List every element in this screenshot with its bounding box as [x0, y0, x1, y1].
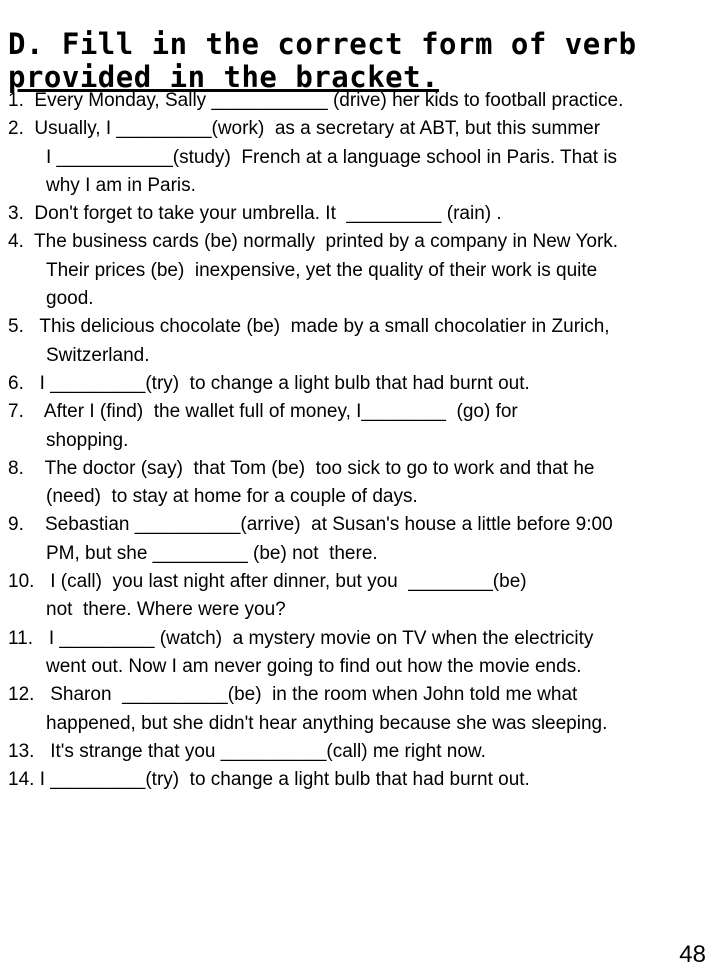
exercise-line: why I am in Paris. — [46, 174, 196, 196]
exercise-line: 8. The doctor (say) that Tom (be) too sick to go to work and that he — [8, 457, 595, 479]
exercise-line: 9. Sebastian __________(arrive) at Susan's house a little before 9:00 — [8, 514, 613, 536]
exercise-line: 10. I (call) you last night after dinner, but you ________(be) — [8, 571, 527, 593]
exercise-list — [8, 87, 720, 794]
title-line-1: D. Fill in the correct form of verb — [8, 27, 637, 61]
exercise-line: good. — [46, 288, 94, 310]
exercise-line: happened, but she didn't hear anything because she was sleeping. — [46, 712, 608, 734]
exercise-title — [8, 28, 720, 94]
exercise-line: went out. Now I am never going to find out how the movie ends. — [46, 655, 582, 677]
exercise-line: 1. Every Monday, Sally ___________ (drive) her kids to football practice. — [8, 90, 624, 111]
exercise-line: 7. After I (find) the wallet full of money, I________ (go) for — [8, 401, 518, 423]
exercise-line: (need) to stay at home for a couple of days. — [46, 486, 418, 508]
exercise-line: not there. Where were you? — [46, 599, 286, 621]
exercise-line: 5. This delicious chocolate (be) made by a small chocolatier in Zurich, — [8, 316, 610, 338]
exercise-line: 6. I _________(try) to change a light bulb that had burnt out. — [8, 372, 530, 394]
exercise-line: 13. It's strange that you __________(call) me right now. — [8, 740, 486, 762]
exercise-line: Their prices (be) inexpensive, yet the quality of their work is quite — [46, 259, 598, 281]
page-number: 48 — [679, 941, 706, 968]
exercise-line: PM, but she _________ (be) not there. — [46, 542, 378, 564]
exercise-line: 4. The business cards (be) normally printed by a company in New York. — [8, 231, 619, 253]
exercise-line: 3. Don't forget to take your umbrella. It _________ (rain) . — [8, 203, 502, 225]
exercise-line: 14. I _________(try) to change a light bulb that had burnt out. — [8, 769, 530, 791]
exercise-line: 12. Sharon __________(be) in the room when John told me what — [8, 684, 578, 706]
exercise-line: 11. I _________ (watch) a mystery movie on TV when the electricity — [8, 627, 594, 649]
exercise-line: I ___________(study) French at a language school in Paris. That is — [46, 146, 618, 168]
exercise-line: 2. Usually, I _________(work) as a secretary at ABT, but this summer — [8, 118, 601, 140]
title-line-2: provided in the bracket. — [8, 60, 440, 94]
exercise-line: shopping. — [46, 429, 129, 451]
exercise-line: Switzerland. — [46, 344, 150, 366]
